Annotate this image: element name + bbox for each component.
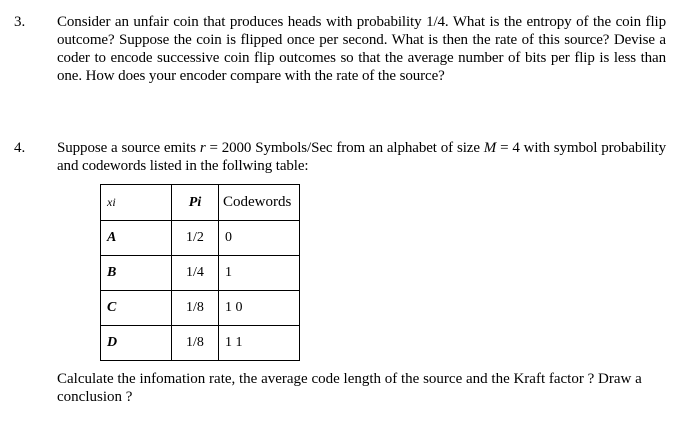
intro-part-3: = 4 with symbol probability and codewords listed in the follwing table:	[57, 140, 666, 174]
intro-part-1: Suppose a source emits	[57, 140, 200, 156]
intro-part-2: = 2000 Symbols/Sec from an alphabet of size	[205, 140, 484, 156]
table-row	[101, 221, 300, 256]
problem-3-number: 3.	[14, 14, 26, 30]
cell-codeword: 1 0	[219, 291, 300, 326]
table-row	[101, 291, 300, 326]
problem-4-conclusion: Calculate the infomation rate, the average code length of the source and the Kraft factor ? Draw a conclusion ?	[57, 371, 642, 405]
variable-M: M	[483, 140, 497, 156]
problem-4-number: 4.	[14, 140, 26, 156]
cell-probability: 1/4	[172, 256, 219, 291]
problem-3	[14, 13, 666, 85]
table-row	[101, 326, 300, 361]
cell-symbol: C	[101, 291, 172, 326]
variable-r: r	[199, 140, 206, 156]
cell-symbol: A	[101, 221, 172, 256]
problem-3-text: Consider an unfair coin that produces heads with probability 1/4. What is the entropy of the coin flip outcome? Suppose the coin is flipped once per second. What is then the rate of this source? Devise a coder to encode successive coin flip outcomes so that the average number of bits per flip is less than one. How does your encoder compare with the rate of the source?	[57, 14, 666, 84]
cell-probability: 1/8	[172, 326, 219, 361]
problem-4-intro	[57, 139, 666, 175]
problem-4	[14, 139, 666, 175]
header-symbol: xi	[101, 185, 172, 221]
table-row	[101, 256, 300, 291]
cell-probability: 1/8	[172, 291, 219, 326]
cell-symbol: D	[101, 326, 172, 361]
cell-codeword: 1	[219, 256, 300, 291]
header-probability: Pi	[172, 185, 219, 221]
table-header-row	[101, 185, 300, 221]
header-codewords: Codewords	[219, 185, 300, 221]
symbol-table	[100, 184, 300, 361]
cell-codeword: 0	[219, 221, 300, 256]
cell-symbol: B	[101, 256, 172, 291]
cell-probability: 1/2	[172, 221, 219, 256]
cell-codeword: 1 1	[219, 326, 300, 361]
